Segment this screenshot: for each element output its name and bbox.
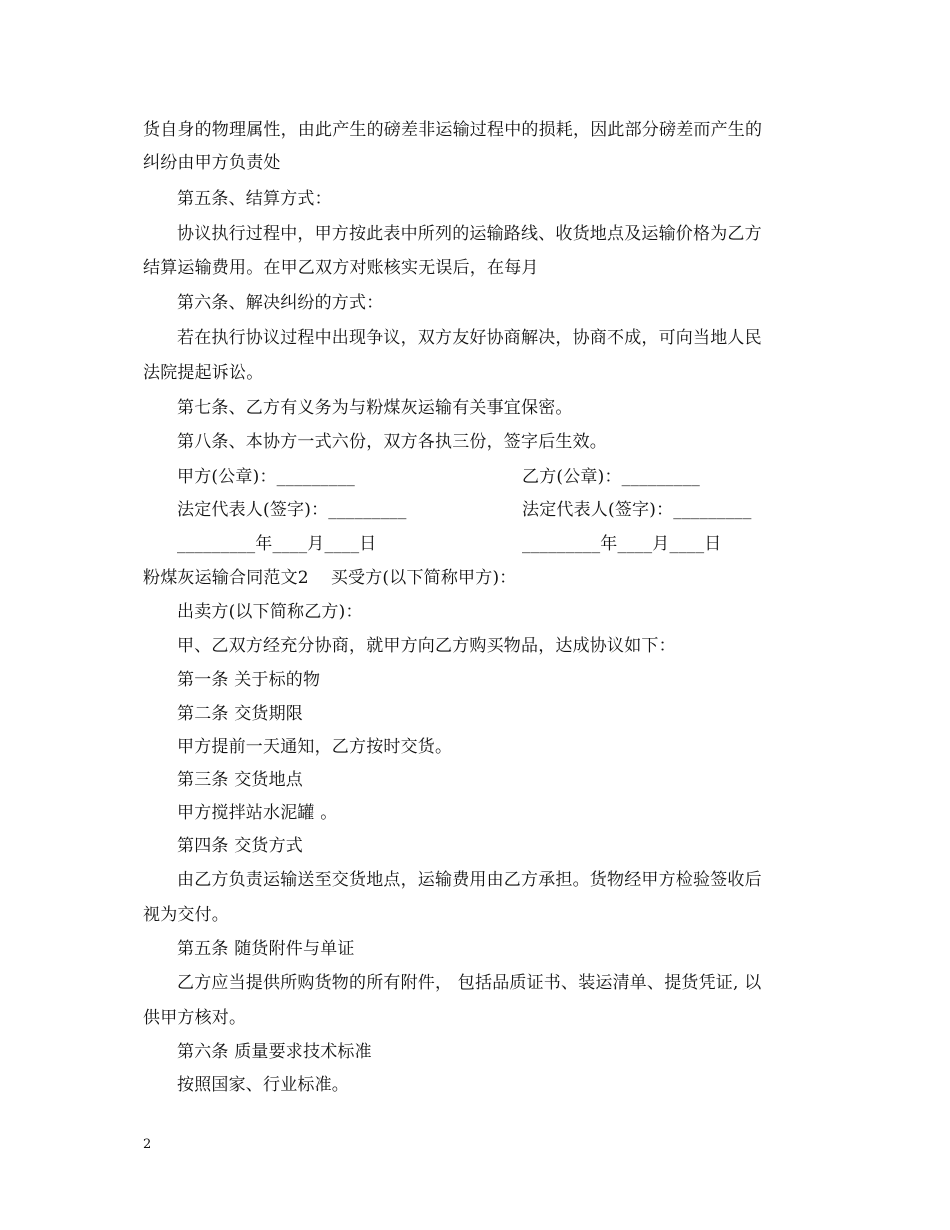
paragraph-line: 协议执行过程中，甲方按此表中所列的运输路线、收货地点及运输价格为乙方 — [177, 224, 762, 244]
article-heading: 第六条、解决纠纷的方式： — [177, 293, 384, 313]
paragraph-line: 视为交付。 — [143, 905, 229, 925]
page-number: 2 — [143, 1137, 152, 1152]
paragraph-line: 乙方应当提供所购货物的所有附件， 包括品质证书、装运清单、提货凭证, 以 — [177, 973, 762, 993]
party-a-date: _________年____月____日 — [177, 534, 377, 554]
section-title: 粉煤灰运输合同范文2 — [143, 568, 309, 588]
paragraph-line: 甲方提前一天通知，乙方按时交货。 — [177, 737, 453, 757]
paragraph-line: 由乙方负责运输送至交货地点，运输费用由乙方承担。货物经甲方检验签收后 — [177, 870, 762, 890]
party-b-date: _________年____月____日 — [522, 534, 722, 554]
party-b-representative: 法定代表人(签字)：_________ — [522, 500, 752, 520]
party-a-representative: 法定代表人(签字)：_________ — [177, 500, 407, 520]
article-heading: 第五条 随货附件与单证 — [177, 939, 355, 959]
article-heading: 第七条、乙方有义务为与粉煤灰运输有关事宜保密。 — [177, 398, 573, 418]
party-a-seal: 甲方(公章)：_________ — [177, 467, 355, 487]
paragraph-line: 甲、乙双方经充分协商，就甲方向乙方购买物品，达成协议如下： — [177, 636, 676, 656]
section-title-line — [143, 567, 517, 589]
paragraph-line: 供甲方核对。 — [143, 1008, 247, 1028]
article-heading: 第一条 关于标的物 — [177, 670, 321, 690]
paragraph-line: 纠纷由甲方负责处 — [143, 153, 281, 173]
paragraph-line: 若在执行协议过程中出现争议，双方友好协商解决，协商不成，可向当地人民 — [177, 328, 762, 348]
paragraph-line: 按照国家、行业标准。 — [177, 1075, 349, 1095]
article-heading: 第三条 交货地点 — [177, 770, 304, 790]
buyer-label: 买受方(以下简称甲方)： — [330, 568, 517, 588]
article-heading: 第八条、本协方一式六份，双方各执三份，签字后生效。 — [177, 432, 607, 452]
article-heading: 第六条 质量要求技术标准 — [177, 1042, 372, 1062]
article-heading: 第二条 交货期限 — [177, 704, 304, 724]
paragraph-line: 甲方搅拌站水泥罐 。 — [177, 803, 338, 823]
party-b-seal: 乙方(公章)：_________ — [522, 467, 700, 487]
seller-label: 出卖方(以下简称乙方)： — [177, 602, 363, 622]
article-heading: 第五条、结算方式： — [177, 189, 332, 209]
paragraph-line: 结算运输费用。在甲乙双方对账核实无误后，在每月 — [143, 258, 539, 278]
paragraph-line: 货自身的物理属性，由此产生的磅差非运输过程中的损耗，因此部分磅差而产生的 — [143, 120, 763, 140]
paragraph-line: 法院提起诉讼。 — [143, 363, 264, 383]
article-heading: 第四条 交货方式 — [177, 836, 304, 856]
